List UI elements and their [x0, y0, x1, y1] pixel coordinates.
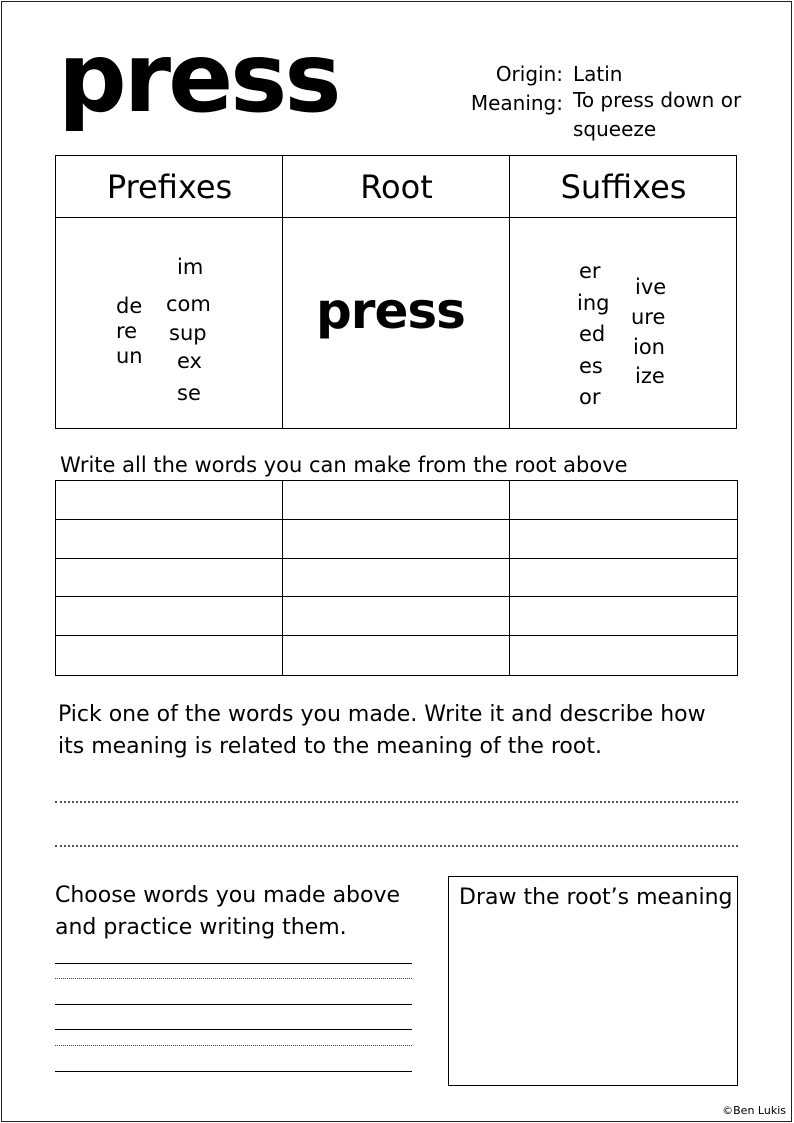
word-cell[interactable]	[283, 597, 510, 636]
writing-line-dotted[interactable]	[55, 845, 738, 847]
meaning-value: To press down or squeeze	[573, 88, 742, 141]
prefix-item: re	[116, 319, 138, 343]
prefix-item: ex	[177, 349, 202, 373]
word-cell[interactable]	[510, 559, 737, 598]
word-cell[interactable]	[283, 481, 510, 520]
header-divider	[56, 217, 736, 218]
handwriting-base-line	[55, 1004, 412, 1005]
words-grid	[55, 480, 738, 676]
prefixes-header: Prefixes	[106, 167, 233, 206]
suffix-item: or	[579, 385, 601, 409]
word-cell[interactable]	[56, 481, 283, 520]
prefix-item: com	[166, 292, 211, 316]
suffix-item: ize	[635, 364, 665, 388]
word-cell[interactable]	[510, 597, 737, 636]
suffix-item: ing	[577, 291, 610, 315]
copyright-text: ©Ben Lukis	[722, 1104, 786, 1117]
word-cell[interactable]	[283, 520, 510, 559]
handwriting-top-line[interactable]	[55, 1029, 412, 1030]
suffixes-header: Suffixes	[560, 167, 687, 206]
word-cell[interactable]	[283, 559, 510, 598]
word-cell[interactable]	[510, 520, 737, 559]
handwriting-mid-line	[55, 978, 412, 979]
page-title: press	[58, 22, 339, 134]
handwriting-base-line	[55, 1071, 412, 1072]
word-cell[interactable]	[56, 597, 283, 636]
prefix-item: se	[177, 381, 201, 405]
word-cell[interactable]	[510, 636, 737, 675]
word-cell[interactable]	[56, 559, 283, 598]
suffix-item: ion	[633, 335, 665, 359]
suffix-item: ive	[635, 275, 667, 299]
prefix-item: sup	[169, 321, 207, 345]
word-cell[interactable]	[510, 481, 737, 520]
origin-label: Origin:	[495, 62, 563, 86]
root-word: press	[316, 282, 465, 340]
writing-line-dotted[interactable]	[55, 801, 738, 803]
suffix-item: er	[579, 259, 601, 283]
pick-instruction: Pick one of the words you made. Write it and describe how its meaning is related to the meaning of the root.	[58, 702, 706, 759]
prefix-item: de	[116, 294, 143, 318]
suffix-item: es	[579, 354, 603, 378]
suffix-item: ure	[631, 305, 666, 329]
handwriting-top-line[interactable]	[55, 963, 412, 964]
root-header: Root	[360, 167, 433, 206]
suffix-item: ed	[579, 322, 606, 346]
draw-box[interactable]	[448, 876, 738, 1086]
prefix-item: im	[177, 255, 204, 279]
word-cell[interactable]	[283, 636, 510, 675]
origin-value: Latin	[573, 62, 623, 86]
word-cell[interactable]	[56, 520, 283, 559]
prefix-item: un	[116, 344, 143, 368]
meaning-label: Meaning:	[470, 91, 563, 115]
handwriting-mid-line	[55, 1045, 412, 1046]
word-cell[interactable]	[56, 636, 283, 675]
words-instruction: Write all the words you can make from the root above	[60, 453, 628, 477]
word-parts-table	[55, 155, 737, 429]
draw-box-title: Draw the root’s meaning	[459, 885, 733, 910]
practice-instruction: Choose words you made above and practice writing them.	[55, 883, 401, 940]
